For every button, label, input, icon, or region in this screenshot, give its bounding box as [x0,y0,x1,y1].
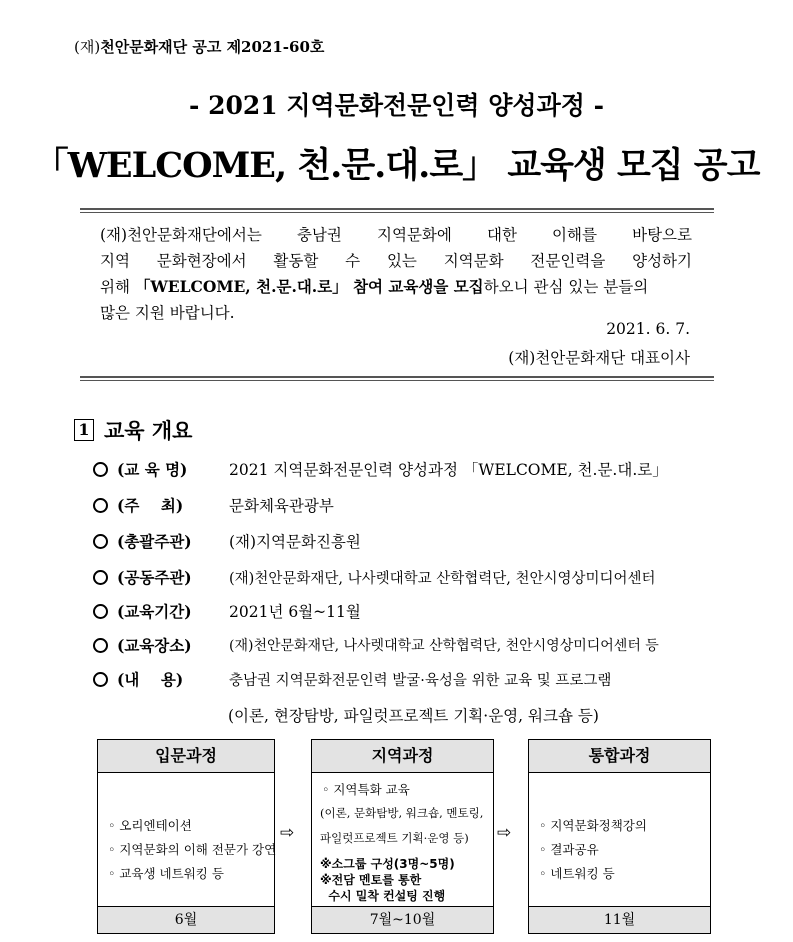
course-line: ◦ 지역문화의 이해 전문가 강연 [108,842,277,857]
overview-item [93,566,656,588]
intro-line: 많은 지원 바랍니다. [100,304,235,322]
arrow-right-icon: ⇨ [497,823,512,843]
course-box-integrated [528,739,711,934]
overview-item [93,494,334,516]
intro-line: 위해 「WELCOME, 천.문.대.로」 참여 교육생을 모집하오니 관심 있는 분들의 [100,277,649,296]
course-note: 수시 밀착 컨설팅 진행 [320,889,446,903]
course-period: 6월 [98,906,274,933]
circle-bullet-icon [93,462,108,477]
course-body [312,774,493,905]
course-note: ※소그룹 구성(3명~5명) [320,857,455,871]
course-line: ◦ 네트워킹 등 [539,866,615,881]
divider-bottom [80,376,714,381]
item-key: (교육장소) [117,636,192,655]
item-key: (교육기간) [117,602,192,621]
circle-bullet-icon [93,498,108,513]
course-line: ◦ 결과공유 [539,842,599,857]
item-key: (주 최) [117,496,184,515]
course-line: 파일럿프로젝트 기획·운영 등) [320,831,469,845]
item-value: 2021년 6월~11월 [229,603,361,621]
section-title: 교육 개요 [104,418,193,443]
circle-bullet-icon [93,672,108,687]
circle-bullet-icon [93,604,108,619]
overview-item [93,458,668,480]
course-period: 11월 [529,906,710,933]
intro-paragraph [100,222,692,326]
course-period: 7월~10월 [312,906,493,933]
issuer: (재)천안문화재단 대표이사 [508,349,690,367]
course-body [529,774,710,905]
intro-line: 지역 문화현장에서 활동할 수 있는 지역문화 전문인력을 양성하기 [100,252,692,270]
subtitle: - 2021 지역문화전문인력 양성과정 - [189,91,604,120]
course-box-regional [311,739,494,934]
content-detail: (이론, 현장탐방, 파일럿프로젝트 기획·운영, 워크숍 등) [228,707,599,725]
notice-date: 2021. 6. 7. [606,320,690,338]
course-note: ※전담 멘토를 통한 [320,873,422,887]
item-key: (교 육 명) [117,460,188,479]
course-line: ◦ 지역특화 교육 [322,782,410,797]
item-value: (재)천안문화재단, 나사렛대학교 산학협력단, 천안시영상미디어센터 [229,570,656,587]
section-heading [74,415,192,445]
item-value: 문화체육관광부 [229,497,334,515]
page-title: 「WELCOME, 천.문.대.로」 교육생 모집 공고 [33,145,760,186]
item-value: 2021 지역문화전문인력 양성과정 「WELCOME, 천.문.대.로」 [229,461,668,479]
circle-bullet-icon [93,570,108,585]
course-line: ◦ 교육생 네트워킹 등 [108,866,224,881]
arrow-right-icon: ⇨ [280,823,295,843]
item-key: (공동주관) [117,568,192,587]
overview-item [93,634,659,656]
item-key: (총괄주관) [117,532,192,551]
section-number: 1 [74,419,94,441]
overview-item [93,600,361,622]
item-key: (내 용) [117,670,184,689]
divider-top [80,208,714,213]
course-line: ◦ 오리엔테이션 [108,818,192,833]
course-title: 통합과정 [529,740,710,773]
course-line: (이론, 문화탐방, 워크숍, 멘토링, [320,806,484,820]
overview-item [93,530,361,552]
overview-item [93,668,611,690]
course-title: 입문과정 [98,740,274,773]
circle-bullet-icon [93,534,108,549]
circle-bullet-icon [93,638,108,653]
intro-line: (재)천안문화재단에서는 충남권 지역문화에 대한 이해를 바탕으로 [100,226,692,244]
notice-number: (재)천안문화재단 공고 제2021-60호 [74,38,325,56]
course-body [98,774,277,905]
item-value: 충남권 지역문화전문인력 발굴·육성을 위한 교육 및 프로그램 [229,672,612,689]
item-value: (재)천안문화재단, 나사렛대학교 산학협력단, 천안시영상미디어센터 등 [229,638,659,654]
course-box-intro [97,739,275,934]
item-value: (재)지역문화진흥원 [229,533,361,551]
course-line: ◦ 지역문화정책강의 [539,818,647,833]
course-title: 지역과정 [312,740,493,773]
